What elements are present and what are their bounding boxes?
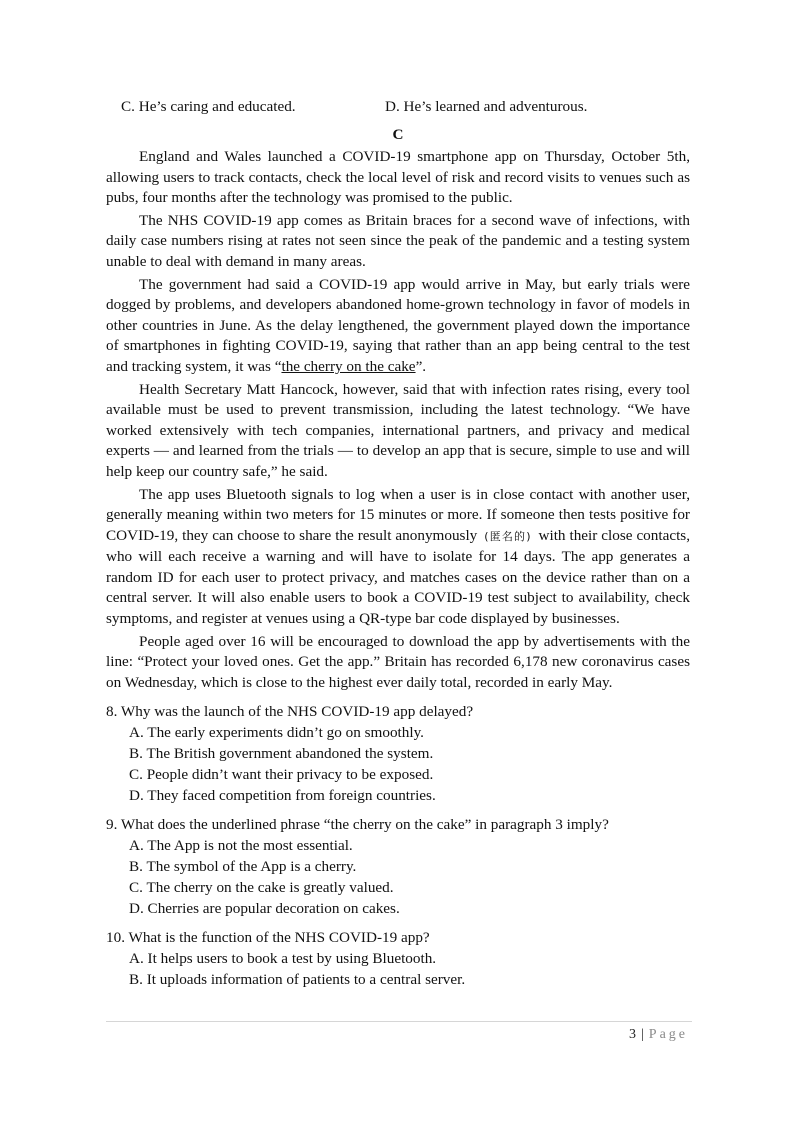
- paragraph-3: [106, 275, 690, 378]
- question-stem: 9. What does the underlined phrase “the cherry on the cake” in paragraph 3 imply?: [106, 816, 609, 834]
- question-stem: 8. Why was the launch of the NHS COVID-19 app delayed?: [106, 703, 474, 721]
- paragraph-5-rest: with their close contacts, who will each receive a warning and will have to isolate for 14 days. The app generates a random ID for each user to protect privacy, and matches cases on the device rather than on a central server. It will also enable users to book a COVID-19 test subject to availability, check symptoms, and register at venues using a QR-type bar code displayed by businesses.: [106, 526, 690, 628]
- option-c: C. He’s caring and educated.: [121, 98, 296, 115]
- question-9: [106, 814, 690, 919]
- answer-option: B. It uploads information of patients to a central server.: [129, 971, 466, 989]
- paragraph-1: England and Wales launched a COVID-19 smartphone app on Thursday, October 5th, allowing users to track contacts, check the local level of risk and record visits to venues such as pubs, four months after the technology was promised to the public.: [106, 148, 690, 207]
- section-heading: C: [392, 126, 404, 143]
- paragraph-6: People aged over 16 will be encouraged to download the app by advertisements with the line: “Protect your loved ones. Get the app.” Britain has recorded 6,178 new coronavirus cases on Wednesday, which is close to the highest ever daily total, recorded in early May.: [106, 632, 690, 691]
- paragraph-5: [106, 485, 690, 630]
- page-footer: [629, 1027, 688, 1043]
- answer-option: A. The early experiments didn’t go on smoothly.: [129, 724, 424, 742]
- answer-option: A. The App is not the most essential.: [129, 837, 353, 855]
- chinese-gloss: (匿名的): [484, 529, 532, 543]
- answer-option: B. The British government abandoned the system.: [129, 745, 434, 763]
- answer-option: D. They faced competition from foreign countries.: [129, 787, 436, 805]
- footer-divider: [106, 1021, 692, 1022]
- page-number: 3: [628, 1027, 636, 1042]
- paragraph-3-text: The government had said a COVID-19 app would arrive in May, but early trials were dogged by problems, and developers abandoned home-grown technology in favor of models in other countries in June. As the delay lengthened, the government played down the importance of smartphones in fighting COVID-19, saying that rather than an app being central to the test and tracking system, it was “: [106, 275, 690, 375]
- previous-question-options: [106, 96, 690, 117]
- paragraph-5-text: The app uses Bluetooth signals to log when a user is in close contact with another user, generally meaning within two meters for 15 minutes or more. If someone then tests positive for COVID-19, they can choose to share the result anonymously: [106, 485, 690, 544]
- answer-option: D. Cherries are popular decoration on cakes.: [129, 900, 400, 918]
- answer-option: C. People didn’t want their privacy to be exposed.: [129, 766, 434, 784]
- answer-option: C. The cherry on the cake is greatly valued.: [129, 879, 394, 897]
- question-stem: 10. What is the function of the NHS COVID-19 app?: [106, 929, 430, 947]
- answer-option: B. The symbol of the App is a cherry.: [129, 858, 357, 876]
- question-8: [106, 701, 690, 806]
- underlined-phrase: the cherry on the cake: [281, 357, 416, 375]
- footer-separator: |: [640, 1027, 644, 1042]
- question-10: [106, 927, 690, 990]
- reading-passage: [106, 147, 690, 693]
- paragraph-2: The NHS COVID-19 app comes as Britain braces for a second wave of infections, with daily case numbers rising at rates not seen since the peak of the pandemic and a testing system unable to deal with demand in many areas.: [106, 211, 690, 270]
- page-label: Page: [648, 1027, 688, 1042]
- answer-option: A. It helps users to book a test by using Bluetooth.: [129, 950, 437, 968]
- paragraph-3-end: ”.: [415, 357, 427, 375]
- option-d: D. He’s learned and adventurous.: [385, 98, 588, 115]
- page-content: [106, 96, 690, 990]
- paragraph-4: Health Secretary Matt Hancock, however, said that with infection rates rising, every tool available must be used to prevent transmission, including the latest technology. “We have worked extensively with tech companies, international partners, and privacy and medical experts — and learned from the trials — to develop an app that is secure, simple to use and will help keep our country safe,” he said.: [106, 380, 690, 480]
